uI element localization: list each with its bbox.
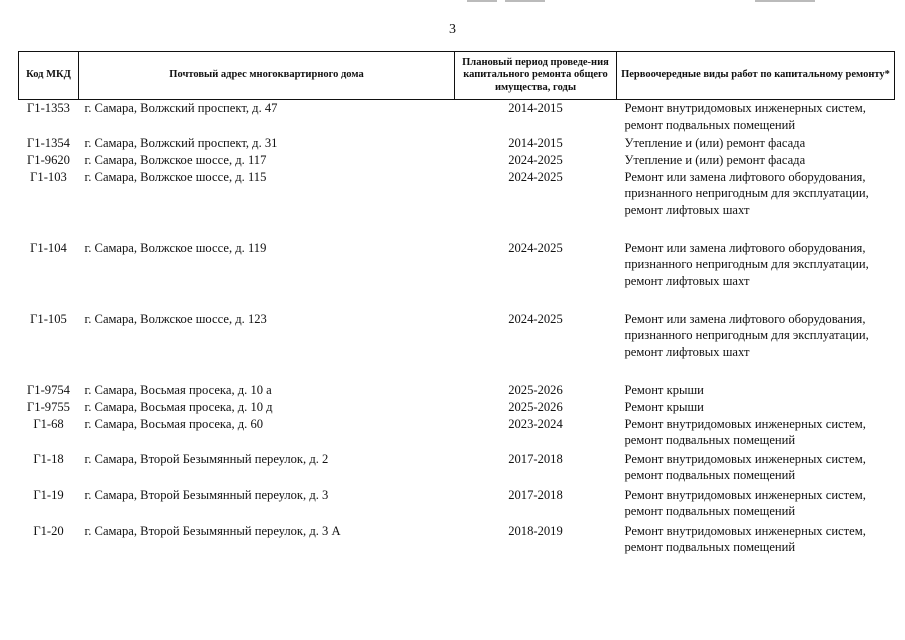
cell-period: 2018-2019: [508, 523, 563, 538]
works-line: ремонт лифтовых шахт: [624, 344, 750, 359]
cell-code: Г1-18: [33, 451, 64, 466]
cell-works: [617, 451, 895, 487]
cell-address: г. Самара, Восьмая просека, д. 60: [84, 416, 264, 431]
cell-code: Г1-1353: [27, 101, 70, 115]
cell-address: г. Самара, Восьмая просека, д. 10 а: [84, 382, 272, 397]
cell-period: 2024-2025: [508, 152, 563, 167]
table-row: [19, 169, 895, 240]
table-row: [19, 523, 895, 558]
cell-period: 2024-2025: [508, 169, 563, 184]
table-row: [19, 100, 895, 135]
works-line: ремонт подвальных помещений: [624, 540, 796, 554]
works-line: Утепление и (или) ремонт фасада: [624, 152, 806, 167]
table-row: [19, 240, 895, 311]
cell-works: [617, 240, 895, 311]
table-header: [19, 52, 895, 100]
table-row: [19, 311, 895, 382]
works-line: Ремонт крыши: [624, 399, 704, 414]
table-row: [19, 451, 895, 487]
works-line: признанного непригодным для эксплуатации,: [624, 257, 869, 271]
cell-address: г. Самара, Волжское шоссе, д. 119: [84, 240, 267, 255]
works-line: Ремонт или замена лифтового оборудования,: [624, 240, 866, 255]
works-line: Ремонт внутридомовых инженерных систем,: [624, 101, 866, 115]
works-line: признанного непригодным для эксплуатации,: [624, 328, 869, 342]
table-row: [19, 382, 895, 399]
cell-works: [617, 135, 895, 152]
scan-artifact-marks: [455, 0, 835, 4]
cell-code: Г1-19: [33, 487, 64, 502]
cell-works: [617, 152, 895, 169]
works-line: Ремонт крыши: [624, 382, 704, 397]
cell-code: Г1-103: [30, 169, 67, 184]
header-code: Код МКД: [19, 52, 79, 100]
cell-works: [617, 169, 895, 240]
cell-address: г. Самара, Волжское шоссе, д. 115: [84, 169, 267, 184]
works-line: Ремонт внутридомовых инженерных систем,: [624, 487, 866, 502]
cell-period: 2023-2024: [508, 416, 563, 431]
works-line: ремонт подвальных помещений: [624, 117, 796, 132]
works-line: Ремонт или замена лифтового оборудования,: [624, 311, 866, 326]
cell-address: г. Самара, Волжское шоссе, д. 123: [84, 311, 267, 326]
works-line: признанного непригодным для эксплуатации,: [624, 186, 869, 200]
cell-address: г. Самара, Второй Безымянный переулок, д. 3: [84, 487, 329, 502]
works-line: Ремонт внутридомовых инженерных систем,: [624, 451, 866, 466]
cell-works: [617, 523, 895, 558]
cell-period: 2017-2018: [508, 451, 563, 466]
works-line: ремонт подвальных помещений: [624, 468, 796, 482]
cell-code: Г1-105: [30, 311, 67, 326]
table-row: [19, 416, 895, 451]
cell-works: [617, 100, 895, 135]
page-number: 3: [449, 22, 456, 37]
header-works: Первоочередные виды работ по капитальному ремонту*: [617, 52, 895, 100]
cell-works: [617, 311, 895, 382]
cell-address: г. Самара, Волжский проспект, д. 47: [84, 101, 278, 115]
repair-schedule-table: [18, 51, 895, 558]
cell-works: [617, 416, 895, 451]
table-row: [19, 399, 895, 416]
cell-code: Г1-9754: [27, 382, 70, 397]
cell-period: 2017-2018: [508, 487, 563, 502]
table-row: [19, 135, 895, 152]
works-line: Утепление и (или) ремонт фасада: [624, 135, 806, 150]
header-address: Почтовый адрес многоквартирного дома: [79, 52, 455, 100]
cell-period: 2014-2015: [508, 101, 563, 115]
header-period: Плановый период проведе-ния капитального ремонта общего имущества, годы: [455, 52, 617, 100]
works-line: ремонт лифтовых шахт: [624, 273, 750, 288]
cell-period: 2025-2026: [508, 382, 563, 397]
works-line: ремонт лифтовых шахт: [624, 202, 750, 217]
cell-period: 2024-2025: [508, 311, 563, 326]
cell-period: 2014-2015: [508, 135, 563, 150]
works-line: Ремонт или замена лифтового оборудования,: [624, 169, 866, 184]
table-body: [19, 100, 895, 558]
table-row: [19, 487, 895, 523]
table-row: [19, 152, 895, 169]
works-line: ремонт подвальных помещений: [624, 433, 796, 447]
works-line: Ремонт внутридомовых инженерных систем,: [624, 416, 866, 431]
cell-address: г. Самара, Волжское шоссе, д. 117: [84, 152, 267, 167]
cell-works: [617, 382, 895, 399]
cell-address: г. Самара, Второй Безымянный переулок, д. 2: [84, 451, 329, 466]
cell-code: Г1-9755: [27, 399, 70, 414]
cell-works: [617, 487, 895, 523]
cell-code: Г1-9620: [27, 152, 70, 167]
cell-address: г. Самара, Восьмая просека, д. 10 д: [84, 399, 273, 414]
cell-code: Г1-1354: [27, 135, 70, 150]
cell-code: Г1-20: [33, 523, 64, 538]
cell-period: 2024-2025: [508, 240, 563, 255]
cell-address: г. Самара, Второй Безымянный переулок, д. 3 А: [84, 523, 341, 538]
cell-code: Г1-68: [33, 416, 64, 431]
cell-code: Г1-104: [30, 240, 67, 255]
works-line: Ремонт внутридомовых инженерных систем,: [624, 523, 866, 538]
works-line: ремонт подвальных помещений: [624, 504, 796, 518]
cell-works: [617, 399, 895, 416]
cell-period: 2025-2026: [508, 399, 563, 414]
cell-address: г. Самара, Волжский проспект, д. 31: [84, 135, 278, 150]
